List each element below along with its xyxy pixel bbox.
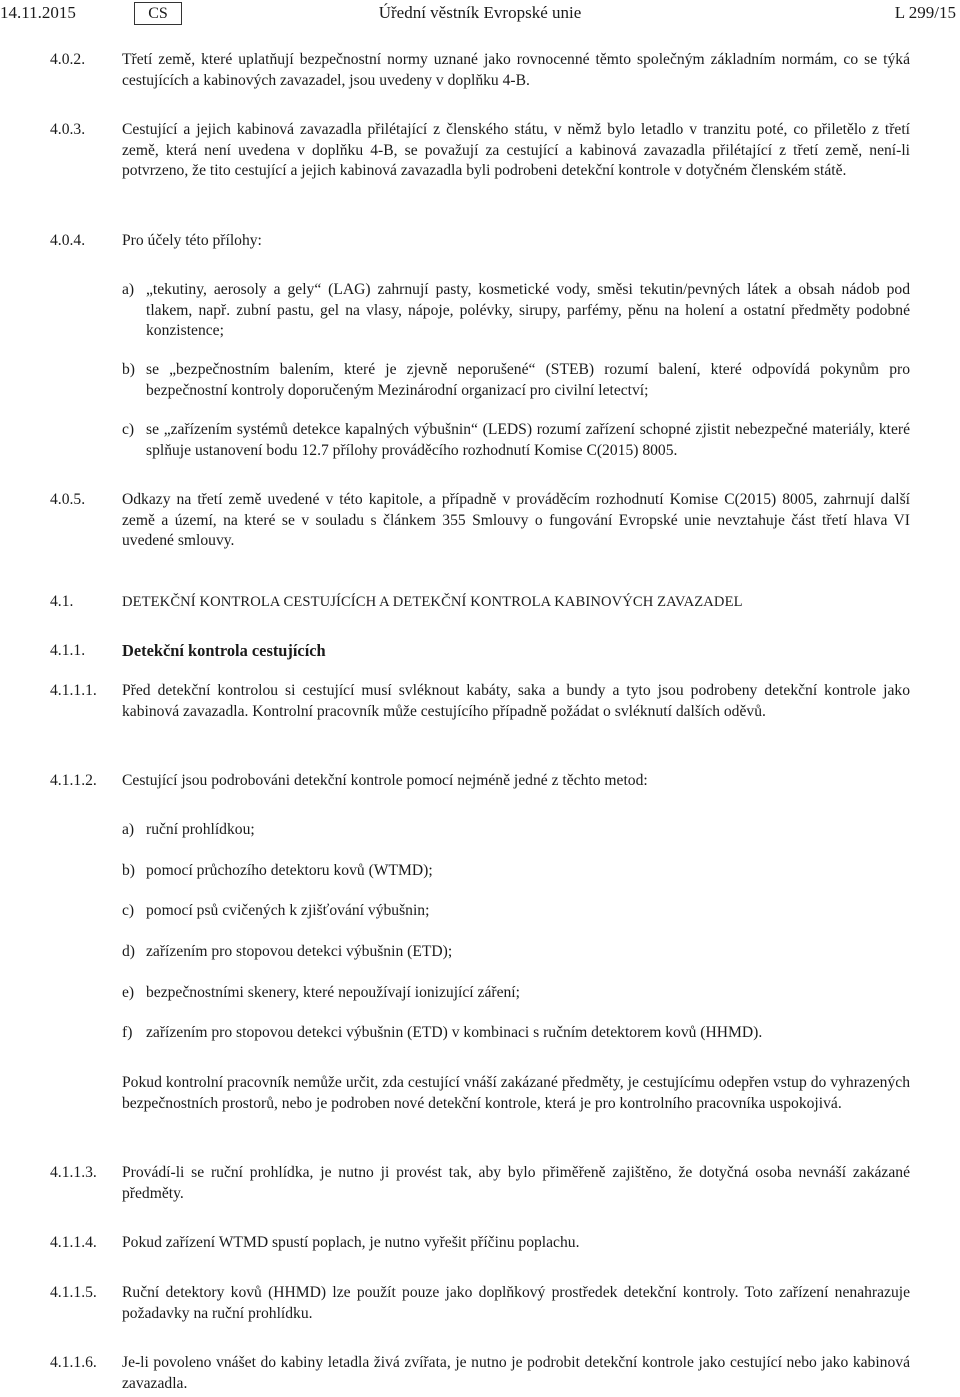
language-badge: CS: [134, 2, 182, 25]
section-number: 4.1.1.3.: [50, 1164, 97, 1181]
section-intro: Pro účely této přílohy:: [122, 232, 262, 249]
section-number: 4.1.1.6.: [50, 1354, 97, 1371]
section-text: Před detekční kontrolou si cestující musí svléknout kabáty, saka a bundy a tyto jsou podrobeny detekční kontrole jako kabinová zavazadla. Kontrolní pracovník může cestujícího případně požádat o svléknutí dalších oděvů.: [122, 682, 910, 720]
section-number: 4.1.1.5.: [50, 1284, 97, 1301]
item-letter: c): [122, 421, 135, 438]
item-text: bezpečnostními skenery, které nepoužívají ionizující záření;: [146, 984, 520, 1001]
subsection-heading: Detekční kontrola cestujících: [122, 641, 326, 660]
section-number: 4.1.1.2.: [50, 772, 97, 789]
section-text: Je-li povoleno vnášet do kabiny letadla živá zvířata, je nutno je podrobit detekční kontrole jako cestující nebo jako kabinová zavazadla.: [122, 1354, 910, 1392]
item-letter: e): [122, 984, 135, 1001]
section-text: Provádí-li se ruční prohlídka, je nutno ji provést tak, aby bylo přiměřeně zajištěno, že dotyčná osoba nevnáší zakázané předměty.: [122, 1164, 910, 1202]
item-text: zařízením pro stopovou detekci výbušnin (ETD) v kombinaci s ručním detektorem kovů (HHMD).: [146, 1024, 763, 1041]
section-text: Ruční detektory kovů (HHMD) lze použít pouze jako doplňkový prostředek detekční kontroly. Toto zařízení nenahrazuje požadavky na ruční prohlídku.: [122, 1284, 910, 1322]
item-letter: c): [122, 902, 135, 919]
section-number: 4.0.4.: [50, 232, 86, 249]
section-number: 4.0.2.: [50, 51, 86, 68]
chapter-heading: DETEKČNÍ KONTROLA CESTUJÍCÍCH A DETEKČNÍ KONTROLA KABINOVÝCH ZAVAZADEL: [122, 594, 743, 610]
page-header: [0, 0, 960, 34]
item-text: se „zařízením systémů detekce kapalných výbušnin“ (LEDS) rozumí zařízení schopné zjistit nebezpečné materiály, které splňuje ustanovení bodu 12.7 přílohy prováděcího rozhodnutí Komise C(2015) 8005.: [146, 421, 910, 459]
page-reference: L 299/15: [894, 3, 956, 22]
section-intro: Cestující jsou podrobováni detekční kontrole pomocí nejméně jedné z těchto metod:: [122, 772, 648, 789]
section-number: 4.1.1.1.: [50, 682, 97, 699]
item-text: ruční prohlídkou;: [146, 821, 255, 838]
section-text: Pokud kontrolní pracovník nemůže určit, zda cestující vnáší zakázané předměty, je cestujícímu odepřen vstup do vyhrazených bezpečnostních prostorů, nebo je podroben nové detekční kontrole, která je pro kontrolního pracovníka uspokojivá.: [122, 1074, 910, 1112]
section-number: 4.0.3.: [50, 121, 86, 138]
item-text: pomocí průchozího detektoru kovů (WTMD);: [146, 862, 433, 879]
item-letter: a): [122, 281, 135, 298]
item-letter: a): [122, 821, 135, 838]
item-text: se „bezpečnostním balením, které je zjevně neporušené“ (STEB) rozumí balení, které odpovídá pokynům pro bezpečnostní kontroly doporučeným Mezinárodní organizací pro civilní letectví;: [146, 361, 910, 399]
section-text: Pokud zařízení WTMD spustí poplach, je nutno vyřešit příčinu poplachu.: [122, 1234, 580, 1251]
section-text: Třetí země, které uplatňují bezpečnostní normy uznané jako rovnocenné těmto společným základním normám, co se týká cestujících a kabinových zavazadel, jsou uvedeny v doplňku 4-B.: [122, 51, 910, 89]
section-text: Cestující a jejich kabinová zavazadla přilétající z členského státu, v němž bylo letadlo v tranzitu poté, co přiletělo z třetí země, která není uvedena v doplňku 4-B, se považují za cestující a kabinová zavazadla přilétající z třetí země, není-li potvrzeno, že tito cestující a jejich kabinová zavazadla byli podrobeni detekční kontrole v dotyčném členském státě.: [122, 121, 910, 179]
item-letter: b): [122, 361, 135, 378]
section-number: 4.1.1.: [50, 642, 86, 659]
section-number: 4.1.: [50, 593, 74, 610]
item-letter: d): [122, 943, 135, 960]
item-text: pomocí psů cvičených k zjišťování výbušnin;: [146, 902, 430, 919]
item-letter: f): [122, 1024, 133, 1041]
item-text: zařízením pro stopovou detekci výbušnin (ETD);: [146, 943, 453, 960]
section-text: Odkazy na třetí země uvedené v této kapitole, a případně v prováděcím rozhodnutí Komise C(2015) 8005, zahrnují další země a území, na které se v souladu s článkem 355 Smlouvy o fungování Evropské unie nevztahuje část třetí hlava VI uvedené smlouvy.: [122, 491, 910, 549]
publication-date: 14.11.2015: [0, 3, 76, 22]
journal-title: Úřední věstník Evropské unie: [378, 3, 582, 22]
item-letter: b): [122, 862, 135, 879]
section-number: 4.0.5.: [50, 491, 86, 508]
section-number: 4.1.1.4.: [50, 1234, 97, 1251]
item-text: „tekutiny, aerosoly a gely“ (LAG) zahrnují pasty, kosmetické vody, směsi tekutin/pevných látek a obsah nádob pod tlakem, např. zubní pastu, gel na vlasy, nápoje, polévky, sirupy, parfémy, pěnu na holení a ostatní předměty podobné konzistence;: [146, 281, 910, 339]
